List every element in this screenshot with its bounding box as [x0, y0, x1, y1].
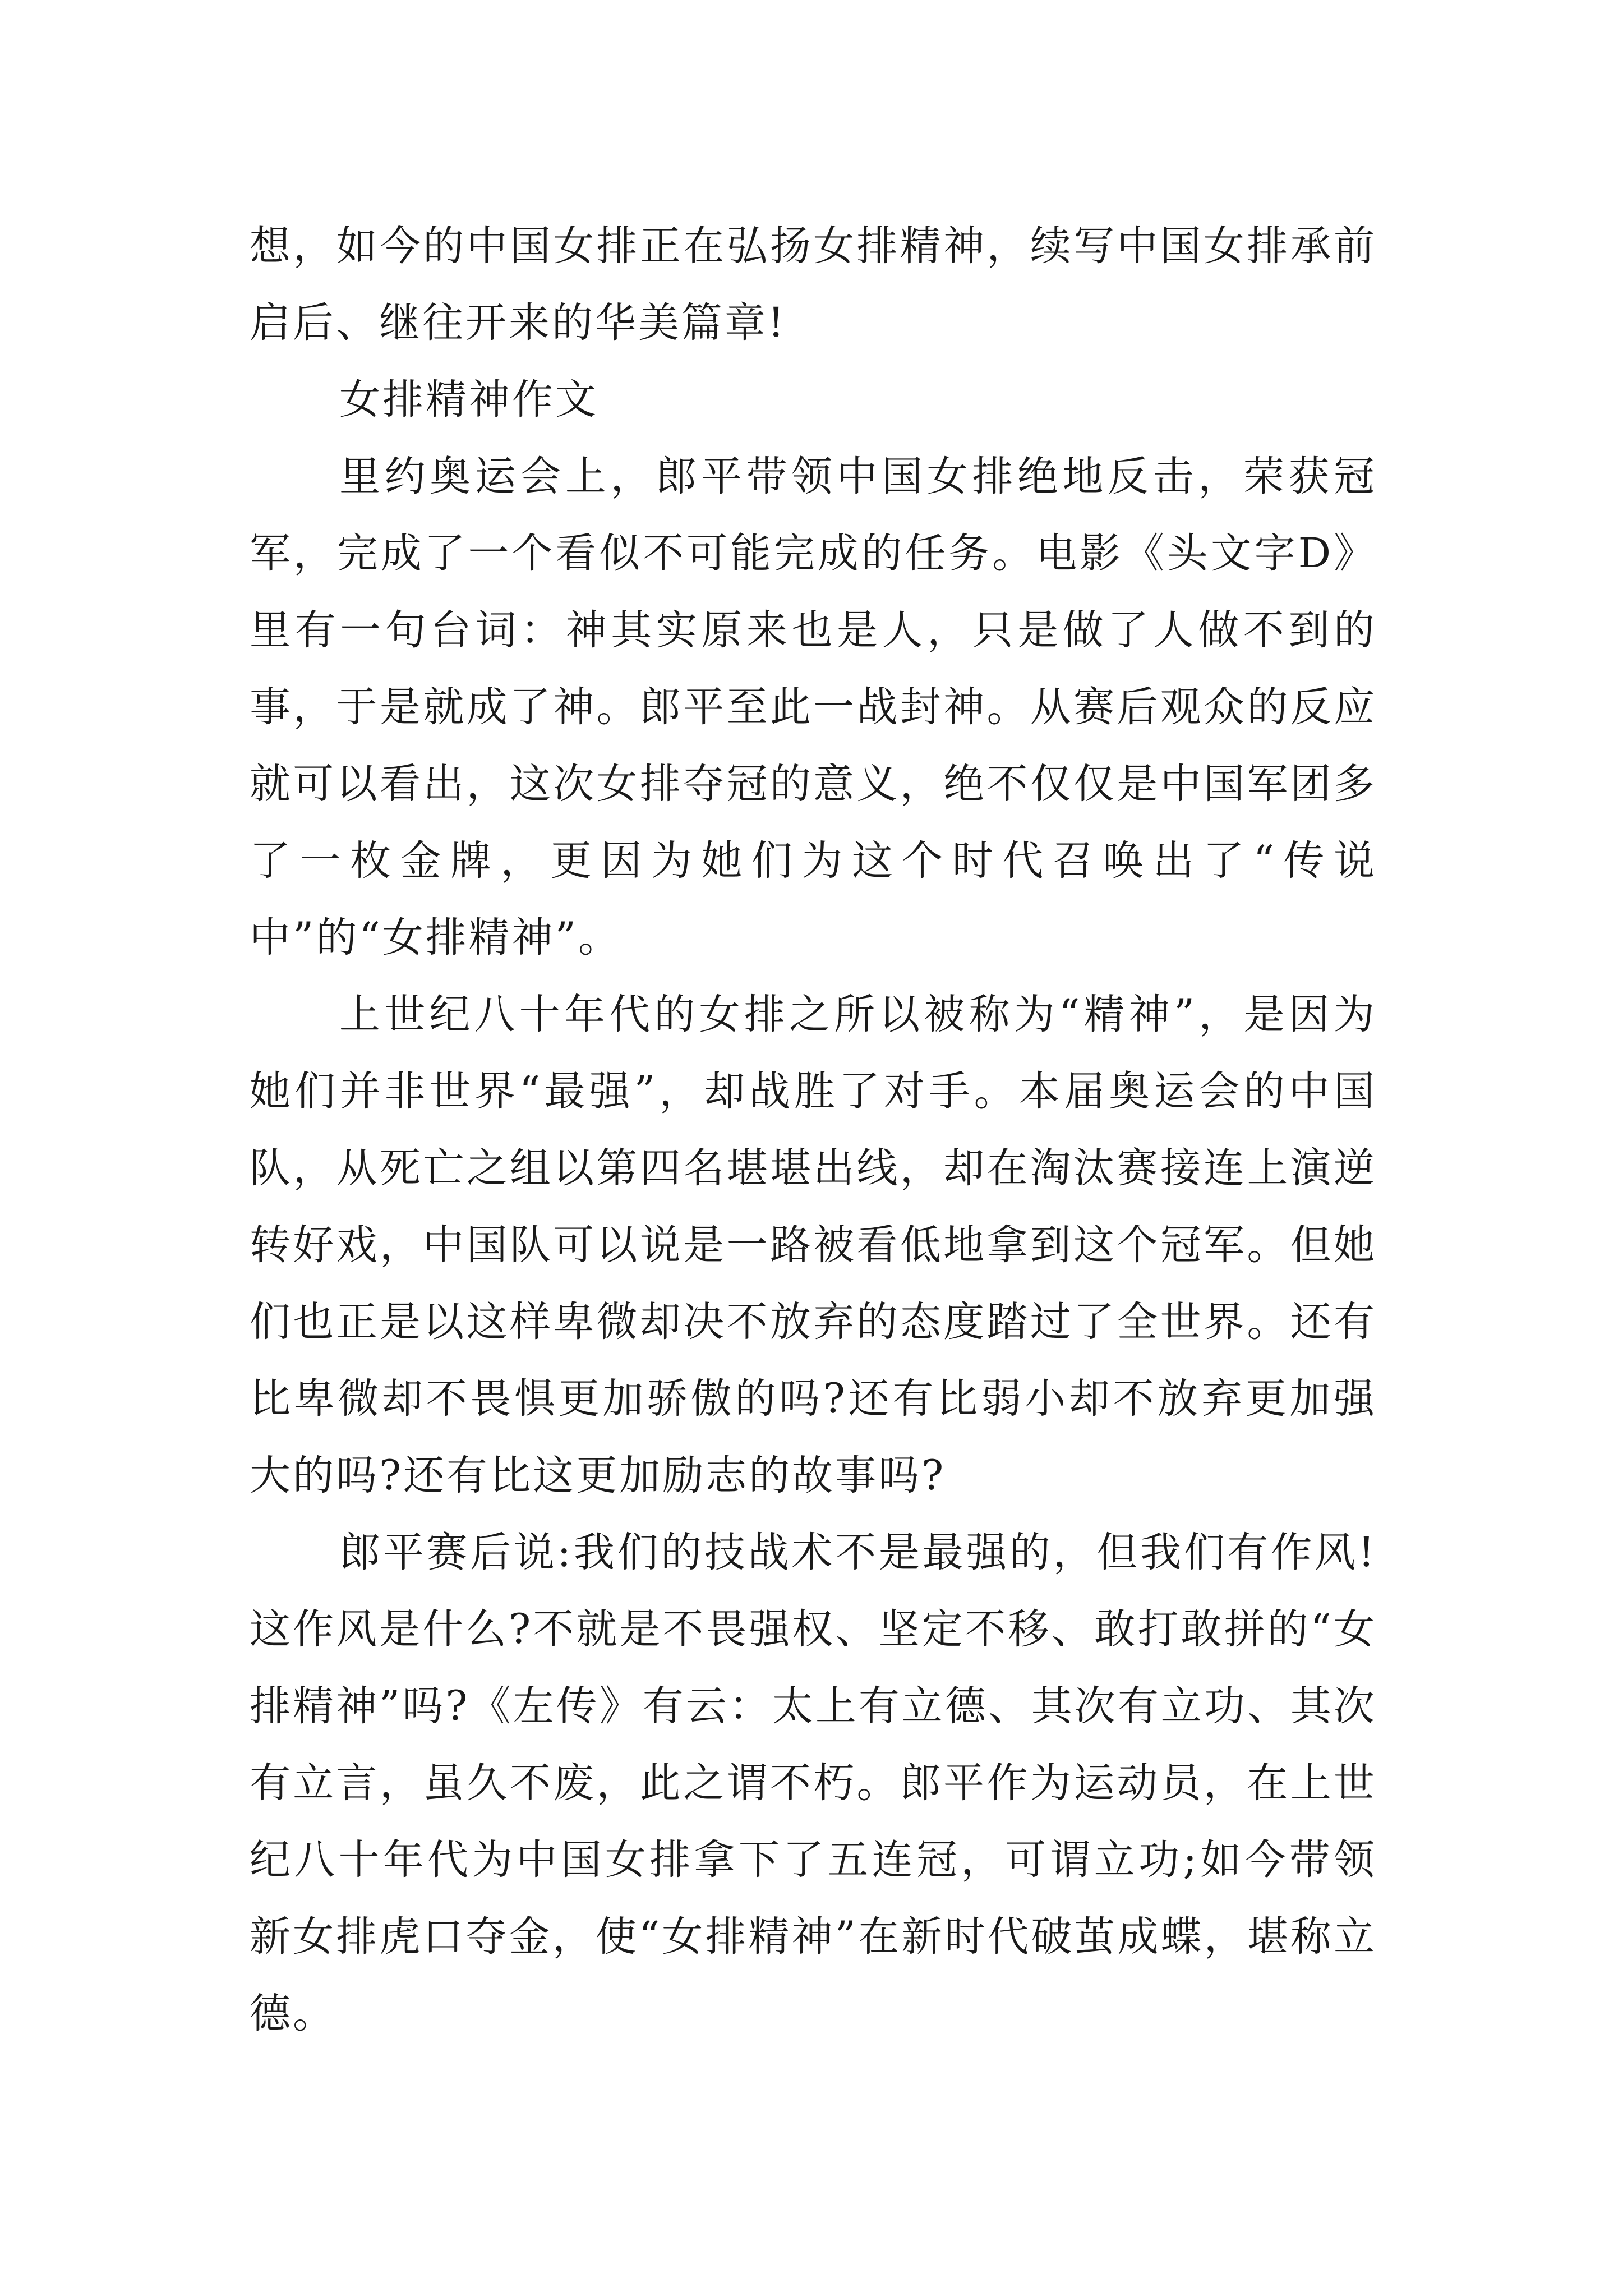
- document-body: [250, 208, 1377, 2052]
- essay-title: 女排精神作文: [339, 376, 598, 424]
- paragraph: 上世纪八十年代的女排之所以被称为“精神”，是因为她们并非世界“最强”，却战胜了对手。本届奥运会的中国队，从死亡之组以第四名堪堪出线，却在淘汰赛接连上演逆转好戏，中国队可以说是一路被看低地拿到这个冠军。但她们也正是以这样卑微却决不放弃的态度踏过了全世界。还有比卑微却不畏惧更加骄傲的吗?还有比弱小却不放弃更加强大的吗?还有比这更加励志的故事吗?: [250, 991, 1377, 1499]
- paragraph-continuation: 想，如今的中国女排正在弘扬女排精神，续写中国女排承前启后、继往开来的华美篇章!: [250, 222, 1377, 347]
- paragraph: 里约奥运会上，郎平带领中国女排绝地反击，荣获冠军，完成了一个看似不可能完成的任务。电影《头文字D》里有一句台词：神其实原来也是人，只是做了人做不到的事，于是就成了神。郎平至此一战封神。从赛后观众的反应就可以看出，这次女排夺冠的意义，绝不仅仅是中国军团多了一枚金牌，更因为她们为这个时代召唤出了“传说中”的“女排精神”。: [250, 453, 1377, 961]
- paragraph: 郎平赛后说:我们的技战术不是最强的，但我们有作风!这作风是什么?不就是不畏强权、坚定不移、敢打敢拼的“女排精神”吗?《左传》有云：太上有立德、其次有立功、其次有立言，虽久不废，此之谓不朽。郎平作为运动员，在上世纪八十年代为中国女排拿下了五连冠，可谓立功;如今带领新女排虎口夺金，使“女排精神”在新时代破茧成蝶，堪称立德。: [250, 1529, 1377, 2037]
